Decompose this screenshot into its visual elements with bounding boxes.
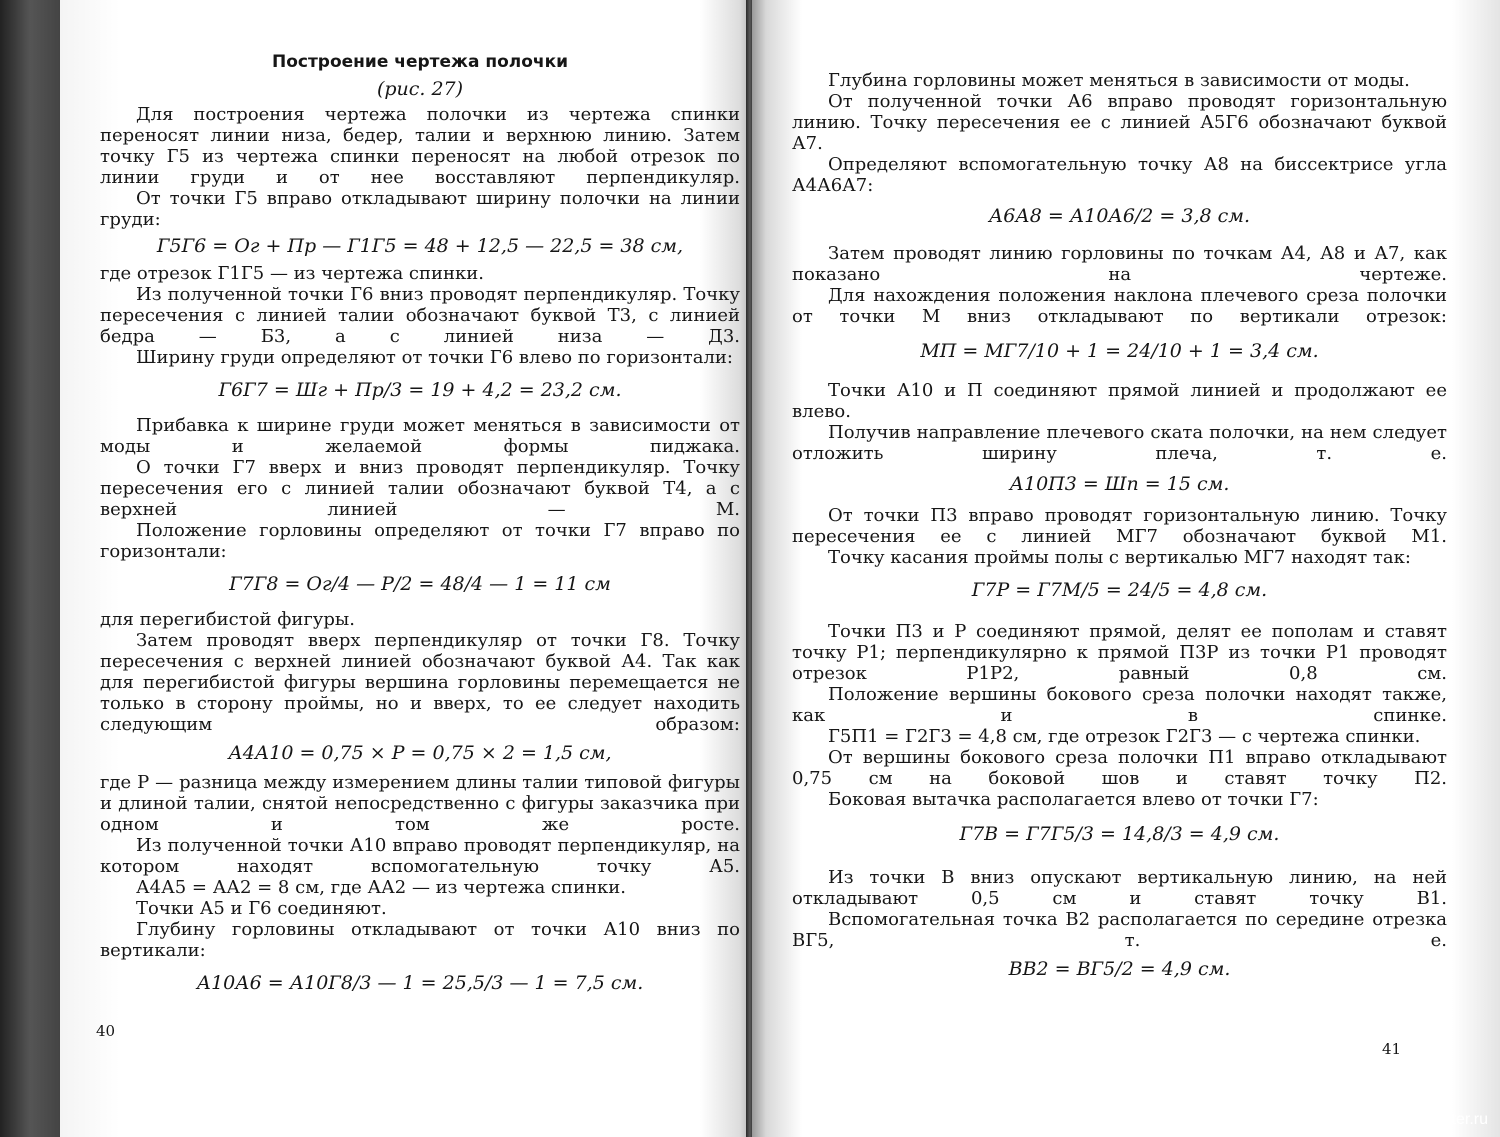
section-title: Построение чертежа полочки [271,52,569,72]
paragraph: для перегибистой фигуры. [100,609,355,630]
paragraph: От точки Г5 вправо откладывают ширину полочки на линии груди: [100,188,740,230]
paragraph: От точки П3 вправо проводят горизонтальную линию. Точку пересечения ее с линией МГ7 обозначают буквой М1. [792,505,1447,547]
right-page-text [792,70,1447,988]
formula: Г7Р = Г7М/5 = 24/5 = 4,8 см. [971,579,1268,601]
paragraph: Г5П1 = Г2Г3 = 4,8 см, где отрезок Г2Г3 — с чертежа спинки. [828,726,1421,747]
paragraph: Точки А10 и П соединяют прямой линией и продолжают ее влево. [792,380,1447,422]
paragraph: где отрезок Г1Г5 — из чертежа спинки. [100,263,484,284]
formula: Г7Г8 = Ог/4 — Р/2 = 48/4 — 1 = 11 см [229,573,611,595]
watermark [1308,1109,1488,1129]
paragraph: Из точки В вниз опускают вертикальную линию, на ней откладывают 0,5 см и ставят точку В1. [792,867,1447,909]
paragraph: Точку касания проймы полы с вертикалью МГ7 находят так: [828,547,1411,568]
paragraph: Затем проводят вверх перпендикуляр от точки Г8. Точку пересечения с верхней линией обозначают буквой А4. Так как для перегибистой фигуры вершина горловины перемещается не только в сторону проймы, но и вверх, то ее следует находить следующим образом: [100,630,740,735]
gear-icon: ⚙ [1308,1111,1323,1128]
paragraph: Положение вершины бокового среза полочки находят также, как и в спинке. [792,684,1447,726]
page-number: 41 [1382,1040,1402,1058]
figure-reference: (рис. 27) [376,78,464,100]
formula: А4А10 = 0,75 × Р = 0,75 × 2 = 1,5 см, [228,742,612,764]
paragraph: Для построения чертежа полочки из чертежа спинки переносят линии низа, бедер, талии и верхнюю линию. Затем точку Г5 из чертежа спинки переносят на любой отрезок по линии груди и от нее восставляют перпендикуляр. [100,104,740,188]
left-page-text [100,52,740,1006]
paragraph: От полученной точки А6 вправо проводят горизонтальную линию. Точку пересечения ее с линией А5Г6 обозначают буквой А7. [792,91,1447,154]
paragraph: Глубина горловины может меняться в зависимости от моды. [828,70,1410,91]
paragraph: Для нахождения положения наклона плечевого среза полочки от точки М вниз откладывают по вертикали отрезок: [792,285,1447,327]
paragraph: От вершины бокового среза полочки П1 вправо откладывают 0,75 см на боковой шов и ставят точку П2. [792,747,1447,789]
paragraph: где Р — разница между измерением длины талии типовой фигуры и длиной талии, снятой непосредственно с фигуры заказчика при одном и том же росте. [100,772,740,835]
right-page [752,0,1500,1137]
page-number: 40 [96,1022,116,1040]
paragraph: Боковая вытачка располагается влево от точки Г7: [828,789,1319,810]
paragraph: Определяют вспомогательную точку А8 на биссектрисе угла А4А6А7: [792,154,1447,196]
formula: А10А6 = А10Г8/3 — 1 = 25,5/3 — 1 = 7,5 см. [196,972,644,994]
paragraph: О точки Г7 вверх и вниз проводят перпендикуляр. Точку пересечения его с линией талии обозначают буквой Т4, а с верхней линией — М. [100,457,740,520]
watermark-text: ecolife23.livemaster.ru [1328,1111,1488,1128]
paragraph: А4А5 = АА2 = 8 см, где АА2 — из чертежа спинки. [136,877,626,898]
paragraph: Вспомогательная точка В2 располагается по середине отрезка ВГ5, т. е. [792,909,1447,951]
formula: Г6Г7 = Шг + Пр/3 = 19 + 4,2 = 23,2 см. [218,379,622,401]
paragraph: Точки А5 и Г6 соединяют. [136,898,387,919]
formula: Г5Г6 = Ог + Пр — Г1Г5 = 48 + 12,5 — 22,5 = 38 см, [156,235,684,257]
left-page [60,0,750,1137]
paragraph: Затем проводят линию горловины по точкам А4, А8 и А7, как показано на чертеже. [792,243,1447,285]
paragraph: Прибавка к ширине груди может меняться в зависимости от моды и желаемой формы пиджака. [100,415,740,457]
paragraph: Точки П3 и Р соединяют прямой, делят ее пополам и ставят точку Р1; перпендикулярно к прямой П3Р из точки Р1 проводят отрезок Р1Р2, равный 0,8 см. [792,621,1447,684]
paragraph: Из полученной точки Г6 вниз проводят перпендикуляр. Точку пересечения с линией талии обозначают буквой Т3, с линией бедра — Б3, а с линией низа — Д3. [100,284,740,347]
formula: Г7В = Г7Г5/3 = 14,8/3 = 4,9 см. [959,823,1280,845]
formula: МП = МГ7/10 + 1 = 24/10 + 1 = 3,4 см. [920,340,1319,362]
paragraph: Ширину груди определяют от точки Г6 влево по горизонтали: [136,347,733,368]
paragraph: Получив направление плечевого ската полочки, на нем следует отложить ширину плеча, т. е. [792,422,1447,464]
formula: А10П3 = Шп = 15 см. [1009,473,1230,495]
paragraph: Из полученной точки А10 вправо проводят перпендикуляр, на котором находят вспомогательную точку А5. [100,835,740,877]
formula: А6А8 = А10А6/2 = 3,8 см. [988,205,1251,227]
paragraph: Положение горловины определяют от точки Г7 вправо по горизонтали: [100,520,740,562]
formula: ВВ2 = ВГ5/2 = 4,9 см. [1008,958,1231,980]
paragraph: Глубину горловины откладывают от точки А10 вниз по вертикали: [100,919,740,961]
